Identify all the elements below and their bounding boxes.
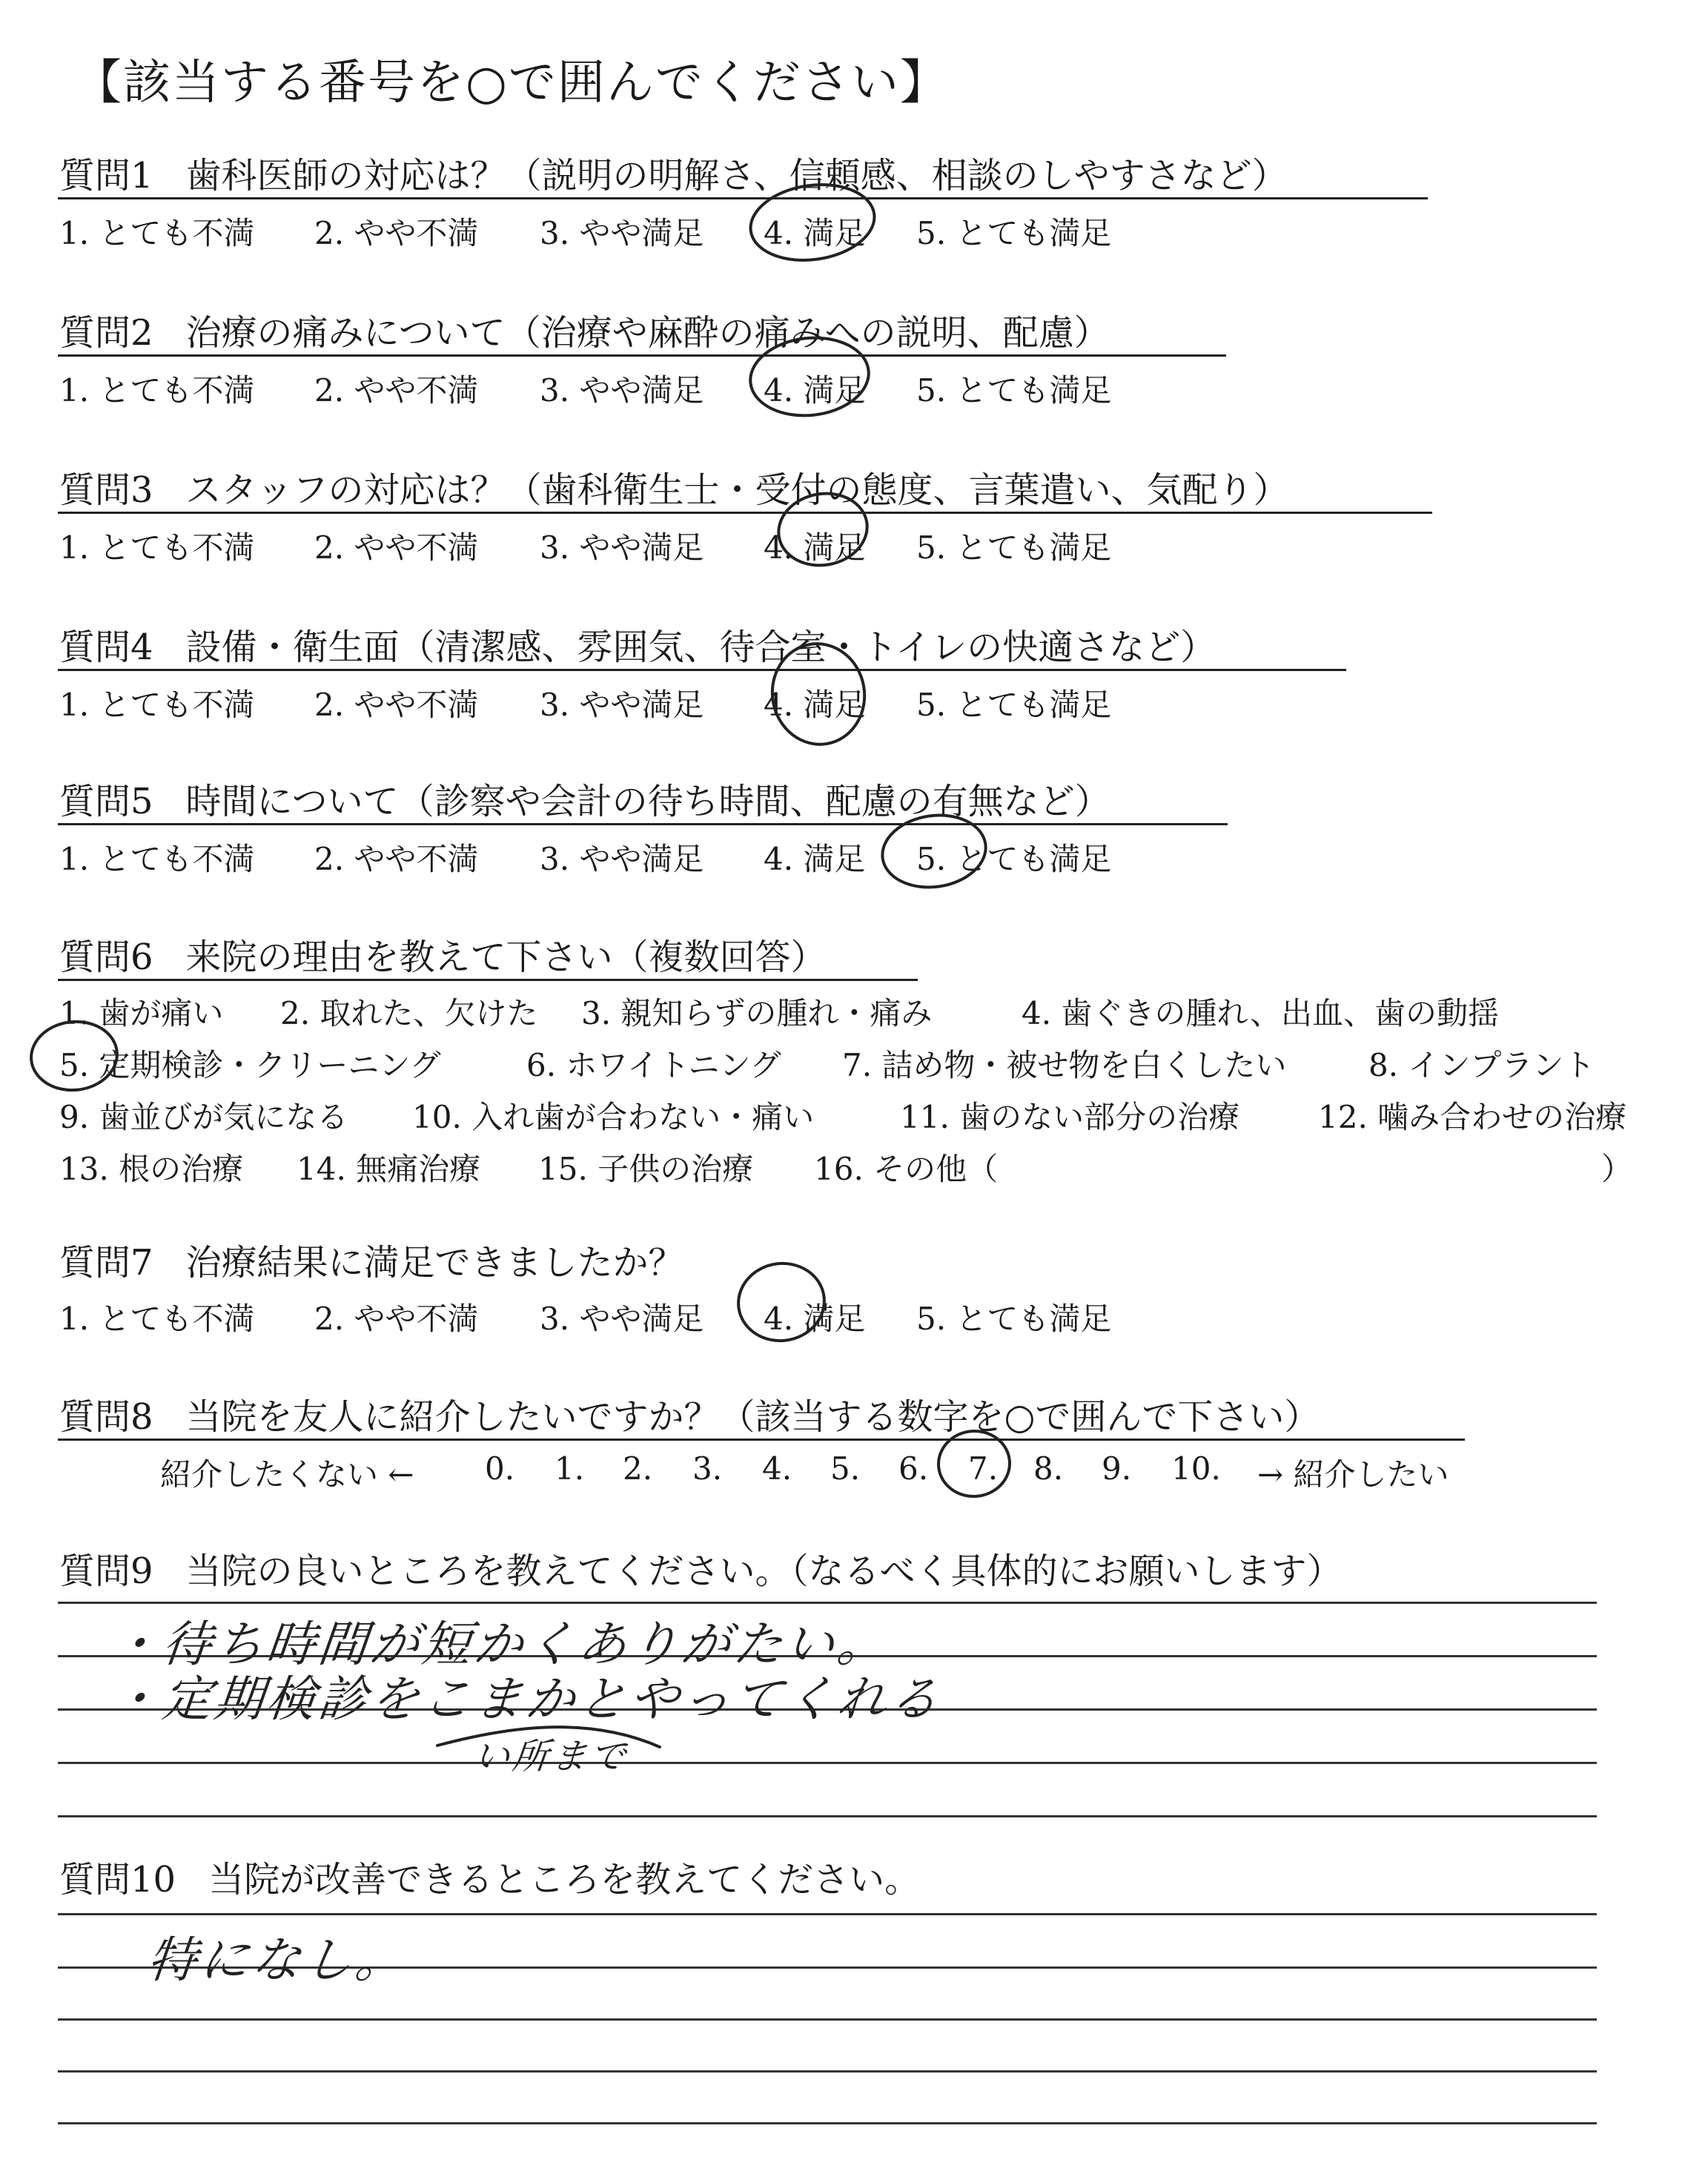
- q2-option-1[interactable]: 1. とても不満: [59, 372, 255, 409]
- q8-scale-1[interactable]: 1.: [555, 1450, 585, 1487]
- q8-scale-3[interactable]: 3.: [692, 1450, 723, 1487]
- q6-option-2[interactable]: 2. 取れた、欠けた: [280, 995, 538, 1031]
- q8-scale-2[interactable]: 2.: [623, 1450, 653, 1487]
- question-10-text: 当院が改善できるところを教えてください。: [208, 1859, 921, 1900]
- q4-option-1[interactable]: 1. とても不満: [59, 687, 255, 723]
- q6-option-8[interactable]: 8. インプラント: [1368, 1047, 1595, 1083]
- question-6-text: 来院の理由を教えて下さい（複数回答）: [185, 937, 827, 978]
- question-4-text: 設備・衛生面（清潔感、雰囲気、待合室・トイレの快適さなど）: [185, 627, 1217, 668]
- question-8-number: 質問8: [59, 1396, 153, 1438]
- q8-right-label: → 紹介したい: [1257, 1456, 1449, 1493]
- question-3-number: 質問3: [59, 469, 153, 511]
- question-2-text: 治療の痛みについて（治療や麻酔の痛みへの説明、配慮）: [185, 312, 1110, 354]
- question-2-number: 質問2: [59, 312, 153, 354]
- q5-option-5[interactable]: 5. とても満足: [916, 841, 1112, 877]
- q8-selection-circle: [936, 1429, 1012, 1499]
- q1-selection-circle: [746, 177, 879, 268]
- q3-option-1[interactable]: 1. とても不満: [59, 529, 255, 566]
- q6-option-16[interactable]: 16. その他（: [814, 1151, 999, 1187]
- q4-option-4[interactable]: 4. 満足: [764, 687, 866, 723]
- q6-option-14[interactable]: 14. 無痛治療: [297, 1151, 481, 1187]
- q6-option-6[interactable]: 6. ホワイトニング: [526, 1047, 781, 1083]
- q6-option-12[interactable]: 12. 噛み合わせの治療: [1318, 1099, 1627, 1135]
- question-7-text: 治療結果に満足できましたか？: [185, 1242, 684, 1284]
- q8-scale-7[interactable]: 7.: [968, 1450, 999, 1487]
- q8-scale-6[interactable]: 6.: [898, 1450, 929, 1487]
- q6-option-4[interactable]: 4. 歯ぐきの腫れ、出血、歯の動揺: [1022, 995, 1499, 1031]
- question-4-number: 質問4: [59, 627, 153, 668]
- q5-option-2[interactable]: 2. やや不満: [314, 841, 479, 877]
- q6-option-1[interactable]: 1. 歯が痛い: [59, 995, 224, 1031]
- q8-scale-0[interactable]: 0.: [485, 1450, 515, 1487]
- q7-option-3[interactable]: 3. やや満足: [540, 1301, 704, 1337]
- page-title: 【該当する番号を○で囲んでください】: [74, 56, 949, 110]
- q1-option-5[interactable]: 5. とても満足: [916, 215, 1112, 251]
- question-9-number: 質問9: [59, 1550, 153, 1592]
- q4-option-3[interactable]: 3. やや満足: [540, 687, 704, 723]
- q3-selection-circle: [773, 486, 873, 572]
- q5-option-1[interactable]: 1. とても不満: [59, 841, 255, 877]
- q3-option-3[interactable]: 3. やや満足: [540, 529, 704, 566]
- q8-left-label: 紹介したくない ←: [160, 1456, 414, 1493]
- q6-option-13[interactable]: 13. 根の治療: [59, 1151, 244, 1187]
- question-5-number: 質問5: [59, 781, 153, 822]
- q1-option-4[interactable]: 4. 満足: [764, 215, 866, 251]
- question-8-text: 当院を友人に紹介したいですか？（該当する数字を○で囲んで下さい）: [185, 1396, 1320, 1438]
- q6-option-10[interactable]: 10. 入れ歯が合わない・痛い: [412, 1099, 815, 1135]
- q1-option-1[interactable]: 1. とても不満: [59, 215, 255, 251]
- q8-scale-9[interactable]: 9.: [1102, 1450, 1132, 1487]
- q4-option-2[interactable]: 2. やや不満: [314, 687, 479, 723]
- q7-option-5[interactable]: 5. とても満足: [916, 1301, 1112, 1337]
- q6-option-15[interactable]: 15. 子供の治療: [538, 1151, 754, 1187]
- q6-selection-circle: [28, 1017, 121, 1094]
- q5-option-4[interactable]: 4. 満足: [764, 841, 866, 877]
- q7-selection-circle: [733, 1258, 829, 1346]
- q2-selection-circle: [747, 332, 873, 421]
- q3-option-5[interactable]: 5. とても満足: [916, 529, 1112, 566]
- q2-option-4[interactable]: 4. 満足: [764, 372, 866, 409]
- q10-answer-text-1[interactable]: 特になし。: [145, 1932, 411, 1989]
- question-6-number: 質問6: [59, 937, 153, 978]
- q9-answer-text-1[interactable]: ・待ち時間が短かくありがたい。: [107, 1616, 893, 1673]
- q9-answer-text-2[interactable]: ・定期検診をこまかとやってくれる: [107, 1671, 944, 1728]
- q5-option-3[interactable]: 3. やや満足: [540, 841, 704, 877]
- q2-option-2[interactable]: 2. やや不満: [314, 372, 479, 409]
- q1-option-3[interactable]: 3. やや満足: [540, 215, 704, 251]
- q2-option-3[interactable]: 3. やや満足: [540, 372, 704, 409]
- q4-selection-circle: [764, 636, 873, 751]
- question-5-text: 時間について（診察や会計の待ち時間、配慮の有無など）: [185, 781, 1110, 822]
- q5-selection-circle: [878, 809, 990, 894]
- question-7-number: 質問7: [59, 1242, 153, 1284]
- q6-option-5[interactable]: 5. 定期検診・クリーニング: [59, 1047, 441, 1083]
- q3-option-4[interactable]: 4. 満足: [764, 529, 866, 566]
- q8-scale-5[interactable]: 5.: [830, 1450, 861, 1487]
- q2-option-5[interactable]: 5. とても満足: [916, 372, 1112, 409]
- question-10-number: 質問10: [59, 1859, 176, 1900]
- question-1-number: 質問1: [59, 155, 153, 196]
- question-9-text: 当院の良いところを教えてください。（なるべく具体的にお願いします）: [185, 1550, 1343, 1592]
- q6-option-9[interactable]: 9. 歯並びが気になる: [59, 1099, 348, 1135]
- q9-answer-text-3[interactable]: い所まで: [471, 1736, 631, 1777]
- q8-scale-10[interactable]: 10.: [1171, 1450, 1221, 1487]
- q8-scale-4[interactable]: 4.: [762, 1450, 792, 1487]
- q6-other-close-paren: ）: [1601, 1151, 1633, 1187]
- q6-option-7[interactable]: 7. 詰め物・被せ物を白くしたい: [842, 1047, 1287, 1083]
- q4-option-5[interactable]: 5. とても満足: [916, 687, 1112, 723]
- q1-option-2[interactable]: 2. やや不満: [314, 215, 479, 251]
- q7-option-4[interactable]: 4. 満足: [764, 1301, 866, 1337]
- q7-option-2[interactable]: 2. やや不満: [314, 1301, 479, 1337]
- q7-option-1[interactable]: 1. とても不満: [59, 1301, 255, 1337]
- q9-strikethrough-stroke: [437, 1727, 660, 1747]
- q8-scale-8[interactable]: 8.: [1033, 1450, 1064, 1487]
- q6-option-11[interactable]: 11. 歯のない部分の治療: [900, 1099, 1240, 1135]
- question-3-text: スタッフの対応は？（歯科衛生士・受付の態度、言葉遣い、気配り）: [185, 469, 1289, 511]
- q3-option-2[interactable]: 2. やや不満: [314, 529, 479, 566]
- question-1-text: 歯科医師の対応は？（説明の明解さ、信頼感、相談のしやすさなど）: [185, 155, 1288, 196]
- q6-option-3[interactable]: 3. 親知らずの腫れ・痛み: [581, 995, 933, 1031]
